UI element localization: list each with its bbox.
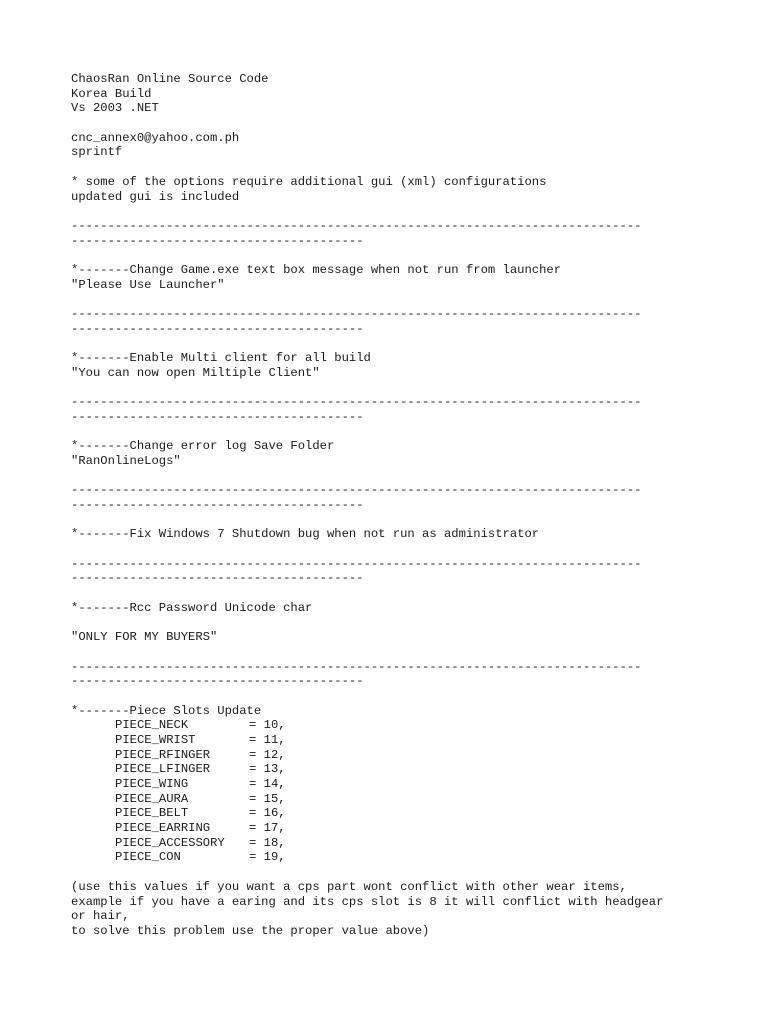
spacer (71, 645, 711, 660)
section-heading: *-------Fix Windows 7 Shutdown bug when not run as administrator (71, 527, 540, 542)
spacer (71, 513, 711, 528)
slot-name: PIECE_EARRING (115, 821, 211, 836)
slot-value: = 17, (249, 821, 286, 836)
slot-name: PIECE_WING (115, 777, 189, 791)
slot-name: PIECE_RFINGER (115, 747, 211, 762)
divider-line: ---------------------------------------- (71, 674, 364, 689)
slot-row (71, 792, 711, 807)
slot-value: = 11, (249, 732, 286, 747)
divider-line: ---------------------------------------- (71, 571, 364, 586)
slot-value: = 18, (249, 835, 286, 850)
footer-note: example if you have a earing and its cps slot is 8 it will conflict with headgear (71, 894, 664, 909)
section-heading: *-------Enable Multi client for all build (71, 351, 371, 366)
slot-name: PIECE_CON (115, 850, 181, 865)
divider-line: ---------------------------------------- (71, 409, 364, 424)
spacer (71, 380, 711, 395)
spacer (71, 689, 711, 704)
contact-email: cnc_annex0@yahoo.com.ph (71, 130, 240, 145)
spacer (71, 615, 711, 630)
document-page (71, 72, 711, 939)
footer-note: to solve this problem use the proper value above) (71, 923, 430, 938)
divider-line: ---------------------------------------- (71, 321, 364, 336)
section-heading: *-------Rcc Password Unicode char (71, 600, 313, 615)
slot-value: = 16, (249, 806, 286, 821)
slot-name: PIECE_ACCESSORY (115, 835, 225, 850)
divider-line: ---------------------------------------- (71, 233, 364, 248)
spacer (71, 248, 711, 263)
note-line: updated gui is included (71, 189, 240, 204)
note-line: * some of the options require additional gui (xml) configurations (71, 174, 547, 189)
footer-note: or hair, (71, 909, 130, 924)
slot-value: = 13, (249, 762, 286, 777)
slot-name: PIECE_NECK (115, 718, 189, 733)
slot-name: PIECE_WRIST (115, 732, 196, 747)
slot-row (71, 806, 711, 821)
section-detail: "You can now open Miltiple Client" (71, 365, 320, 380)
section-detail: "ONLY FOR MY BUYERS" (71, 630, 218, 645)
slot-row (71, 733, 711, 748)
divider-line: ------------------------------------------------------------------------------ (71, 395, 642, 410)
section-detail: "Please Use Launcher" (71, 277, 225, 292)
slot-row (71, 821, 711, 836)
slot-name: PIECE_AURA (115, 791, 189, 806)
spacer (71, 116, 711, 131)
section-heading: *-------Change error log Save Folder (71, 439, 335, 454)
spacer (71, 292, 711, 307)
spacer (71, 425, 711, 440)
slot-row (71, 718, 711, 733)
spacer (71, 469, 711, 484)
slot-name: PIECE_BELT (115, 806, 189, 821)
slot-name: PIECE_LFINGER (115, 762, 211, 777)
doc-title: ChaosRan Online Source Code (71, 72, 269, 86)
slot-value: = 15, (249, 791, 286, 806)
spacer (71, 204, 711, 219)
spacer (71, 542, 711, 557)
ide-label: Vs 2003 .NET (71, 101, 159, 116)
slot-row (71, 836, 711, 851)
divider-line: ------------------------------------------------------------------------------ (71, 659, 642, 674)
footer-note: (use this values if you want a cps part wont conflict with other wear items, (71, 879, 627, 894)
spacer (71, 586, 711, 601)
slot-value: = 19, (249, 850, 286, 865)
slot-row (71, 748, 711, 763)
divider-line: ------------------------------------------------------------------------------ (71, 218, 642, 233)
slot-row (71, 850, 711, 865)
spacer (71, 336, 711, 351)
divider-line: ------------------------------------------------------------------------------ (71, 307, 642, 321)
slot-value: = 14, (249, 777, 286, 791)
spacer (71, 865, 711, 880)
author-name: sprintf (71, 145, 123, 160)
slot-row (71, 762, 711, 777)
section-heading: *-------Change Game.exe text box message when not run from launcher (71, 262, 562, 277)
slot-value: = 10, (249, 718, 286, 733)
section-heading: *-------Piece Slots Update (71, 703, 262, 718)
slot-value: = 12, (249, 747, 286, 762)
section-detail: "RanOnlineLogs" (71, 453, 181, 468)
spacer (71, 160, 711, 175)
divider-line: ------------------------------------------------------------------------------ (71, 556, 642, 571)
divider-line: ------------------------------------------------------------------------------ (71, 483, 642, 498)
divider-line: ---------------------------------------- (71, 497, 364, 512)
slot-row (71, 777, 711, 792)
build-label: Korea Build (71, 86, 152, 101)
